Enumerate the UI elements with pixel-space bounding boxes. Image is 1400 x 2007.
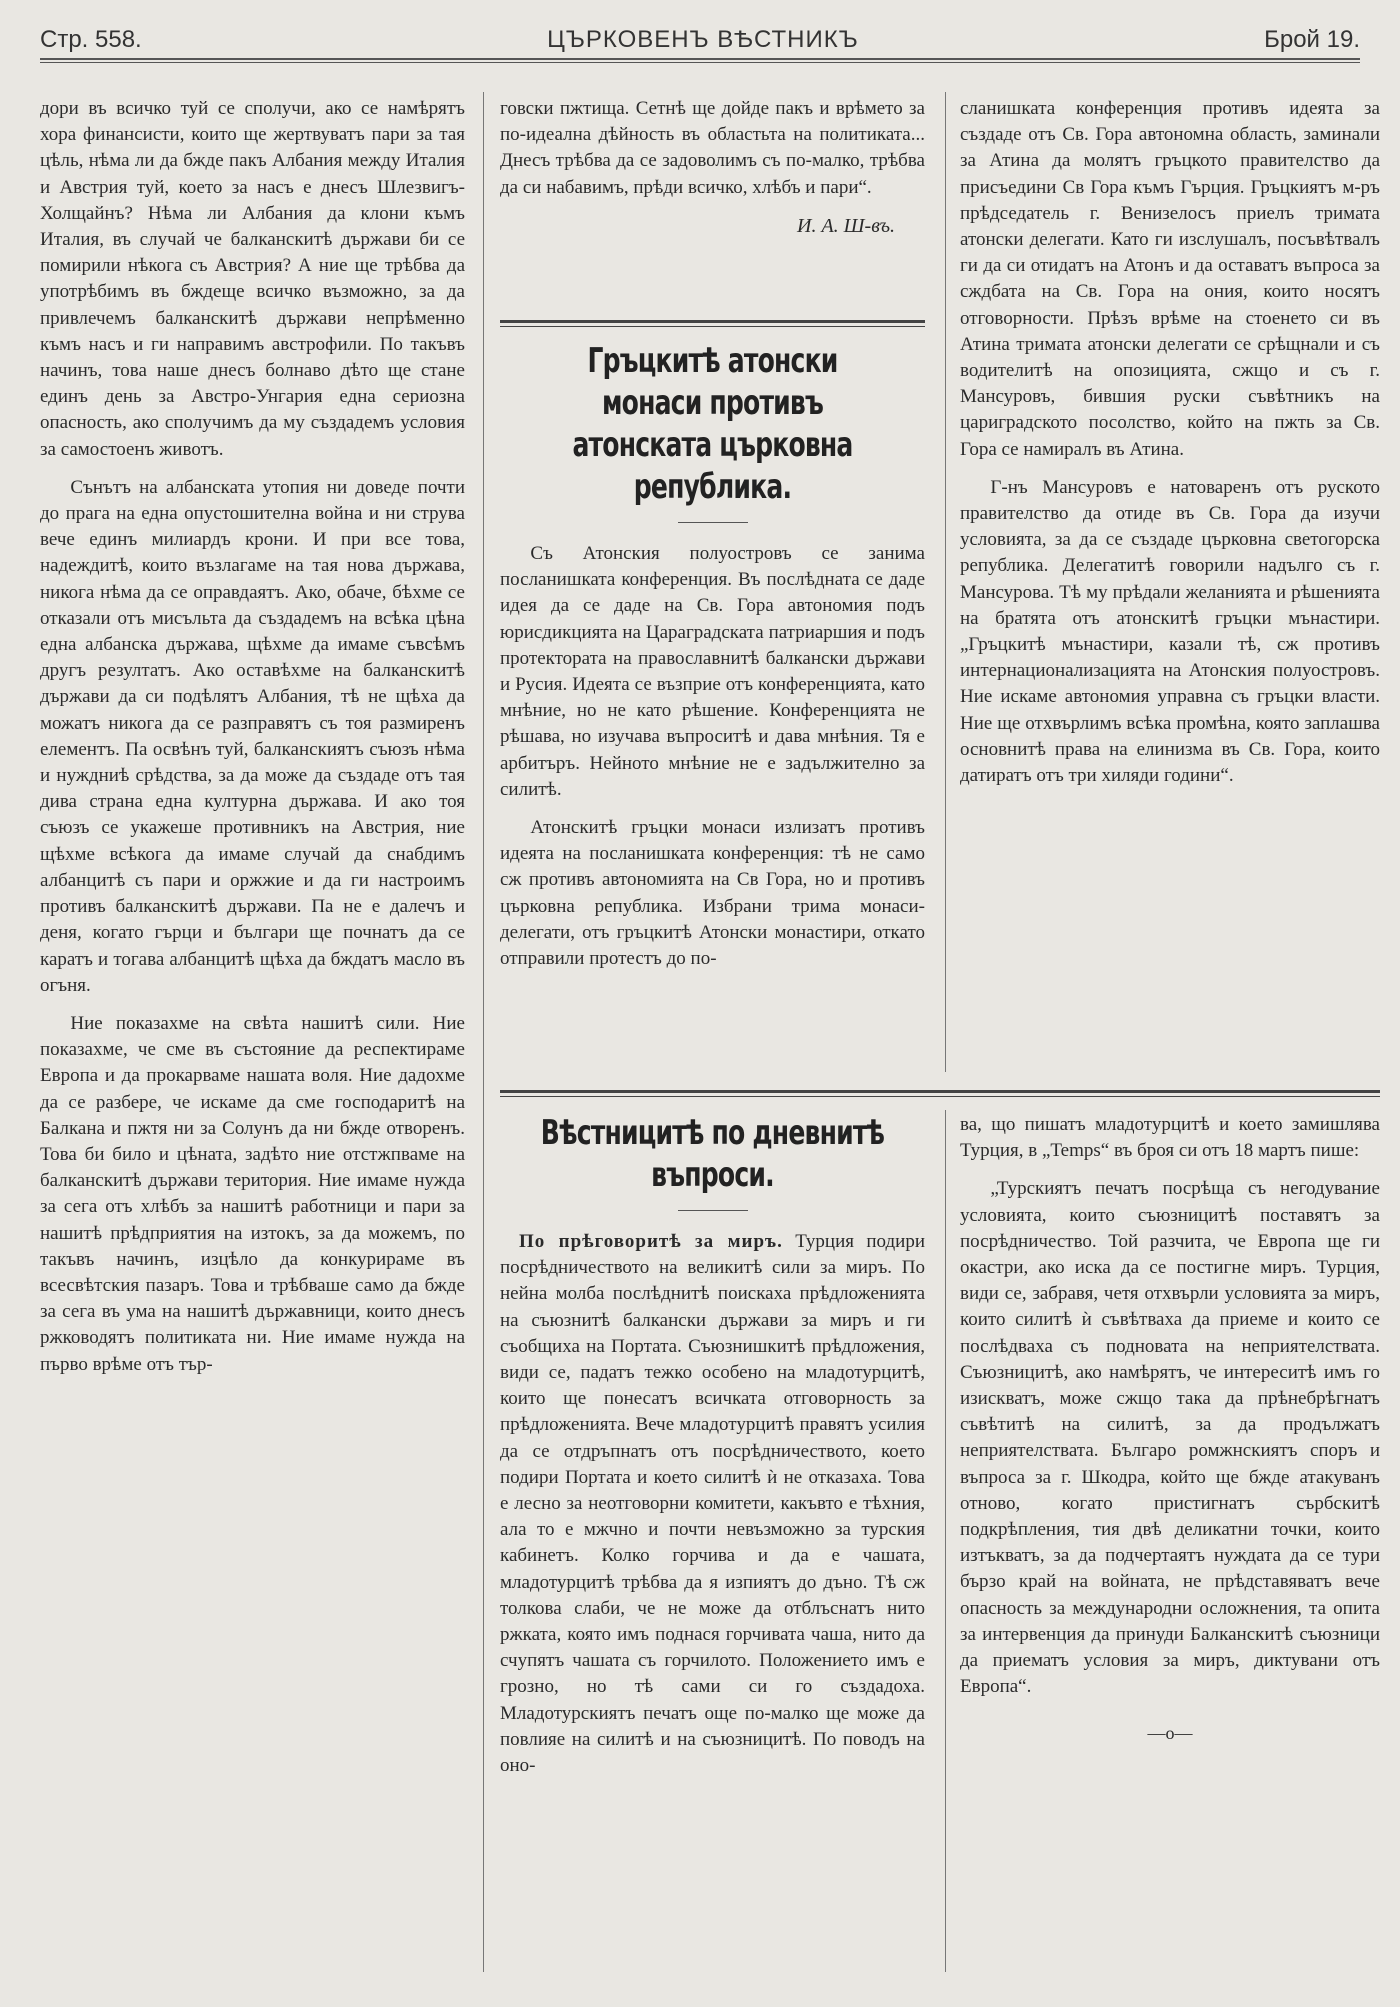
article-athos xyxy=(500,340,925,984)
paragraph: „Турскиятъ печатъ посрѣща съ негодувание условията, които съюзницитѣ поставятъ за посрѣдничество. Той разчита, че Европа ще ги окастри, ако иска да се постигне миръ. Турция, види се, забравя, четя отхвърли условията за миръ, които силитѣ ѝ съвѣтваха да приеме и които се послѣдваха съ подновата на неприятелствата. Съюзницитѣ, ако намѣрятъ, че интереситѣ имъ го изискватъ, може сжщо така да прѣнебрѣгнатъ съвѣтитѣ на силитѣ, за да продължатъ неприятелствата. Българо ромжнскиятъ споръ и въпроса за г. Шкодра, който ще бжде атакуванъ отново, когато пристигнатъ сърбскитѣ подкрѣпления, тия двѣ деликатни точки, които изтъкватъ, за да подчертаятъ нуждата да се тури бързо край на войната, не прѣдставяватъ вече опасность за международни осложнения, та опита за интервенция да принуди Балканскитѣ съюзници да приематъ условия за миръ, диктувани отъ Европа“. xyxy=(960,1178,1380,1698)
column-2-top xyxy=(500,96,925,239)
paragraph: дори въ всичко туй се сполучи, ако се намѣрятъ хора финансисти, които ще жертвуватъ пари за тая цѣль, нѣма ли да бжде пакъ Албания между Италия и Австрия туй, което за насъ е днесъ Шлезвигъ-Холщайнъ? Нѣма ли Албания да клони къмъ Италия, въ случай че балканскитѣ държави би се помирили нѣкога съ Австрия? А ние ще трѣбва да употрѣбимъ въ бждеще всичко възможно, за да привлечемъ балканскитѣ държави непрѣменно къмъ насъ и ги направимъ австрофили. По такъвъ начинъ, това наше днесъ болнаво дѣто ще стане единъ день за Австро-Унгария една сериозна опасность, ако сполучимъ да му създадемъ условия за самостоенъ животъ. xyxy=(40,98,465,460)
column-3-bottom xyxy=(960,1112,1380,1747)
header-rule xyxy=(40,58,1360,63)
paragraph: Г-нъ Мансуровъ е натоваренъ отъ руското правителство да отиде въ Св. Гора да изучи условията, за да се създаде църковна светогорска република. Делегатитѣ говорили надълго съ г. Мансурова. Тѣ му прѣдали желанията и рѣшенията на братята отъ атонскитѣ гръцки мънастири. „Гръцкитѣ мънастири, казали тѣ, сж противъ интернационализацията на Атонския полуостровъ. Ние искаме автономия управна съ гръцки власти. Ние ще отхвърлимъ всѣка промѣна, която заплашва основнитѣ права на елинизма въ Св. Гора, които датиратъ отъ три хиляди години“. xyxy=(960,476,1380,787)
issue-number: Брой 19. xyxy=(1264,26,1360,53)
column-3-top xyxy=(960,96,1380,801)
paragraph xyxy=(500,1229,925,1779)
title-separator xyxy=(678,1210,748,1211)
paragraph: говски пжтища. Сетнѣ ще дойде пакъ и врѣмето за по-идеална дѣйность въ областьта на политиката... Днесъ трѣбва да се задоволимъ съ по-малко, трѣбва да си набавимъ, прѣди всичко, хлѣбъ и пари“. xyxy=(500,98,925,198)
paragraph: Атонскитѣ гръцки монаси излизатъ противъ идеята на посланишката конференция: тѣ не само сж противъ автономията на Св Гора, но и противъ църковна република. Избрани трима монаси-делегати, отъ гръцкитѣ Атонски монастири, откато отправили протестъ до по- xyxy=(500,817,925,970)
column-divider-2 xyxy=(945,92,946,1072)
paragraph: ва, що пишатъ младотурцитѣ и което замишлява Турция, в „Temps“ въ броя си отъ 18 мартъ пише: xyxy=(960,1114,1380,1162)
section-rule-wide xyxy=(500,1090,1380,1093)
article-subhead: По прѣговоритѣ за миръ. xyxy=(519,1231,783,1252)
article-newspapers xyxy=(500,1112,925,1791)
author-signature: И. А. Ш-въ. xyxy=(797,214,895,237)
newspaper-title: ЦЪРКОВЕНЪ ВѢСТНИКЪ xyxy=(547,26,859,53)
article-title: Гръцкитѣ атонски монаси противъ атонската църковна република. xyxy=(572,341,853,507)
paragraph: Съ Атонския полуостровъ се занима посланишката конференция. Въ послѣдната се даде идея да се даде на Св. Гора автономия подъ юрисдикцията на Цараградската патриаршия и подъ протектората на православнитѣ балкански държави и Русия. Идеята се възприе отъ конференцията, като мнѣние, но не като рѣшение. Конференцията не рѣшава, но изучава въпроситѣ и дава мнѣния. Тя е арбитъръ. Нейното мнѣние не е задължително за силитѣ. xyxy=(500,543,925,800)
paragraph: сланишката конференция противъ идеята за създаде отъ Св. Гора автономна область, заминали за Атина да молятъ гръцкото правителство да присъедини Св Гора къмъ Гърция. Гръцкиятъ м-ръ прѣдседатель г. Венизелосъ приелъ тримата атонски делегати. Като ги изслушалъ, посъвѣтвалъ ги да си отидатъ на Атонъ и да оставатъ въпроса за сждбата на Св. Гора на ония, които носятъ отговорности. Прѣзъ врѣме на стоенето си въ Атина тримата атонски делегати се срѣщнали и съ водителитѣ на опозицията, сжщо и съ г. Мансуровъ, бившия руски съвѣтникъ на цариградското посолство, който на пжть за Св. Гора се намиралъ въ Атина. xyxy=(960,98,1380,460)
column-divider-1 xyxy=(483,92,484,1972)
column-1 xyxy=(40,96,465,1390)
article-title: Вѣстницитѣ по дневнитѣ въпроси. xyxy=(540,1113,885,1195)
title-separator xyxy=(678,522,748,523)
paragraph-text: Турция подири посрѣдничеството на великитѣ сили за миръ. По нейна молба послѣднитѣ поискаха прѣдложенията на съюзнитѣ балкански държави за миръ и ги съобщиха на Портата. Съюзнишкитѣ прѣдложения, види се, падатъ тежко особено на младотурцитѣ, които ще понесатъ всичката отговорность за прѣдложенията. Вече младотурцитѣ правятъ усилия да се отдръпнатъ отъ посрѣдничеството, което подири Портата и което силитѣ ѝ не отказаха. Това е лесно за неотговорни комитети, какъвто е тѣхния, ала то е мжчно и почти невъзможно за турския кабинетъ. Колко горчива и да е чашата, младотурцитѣ трѣбва да я изпиятъ до дъно. Тѣ сж толкова слаби, че не може да отблъснатъ нито ржката, която имъ поднася горчивата чаша, нито да счупятъ чашата съ горчилото. Положението имъ е грозно, но тѣ сами си го създадоха. Младотурскиятъ печатъ още по-малко ще може да повлияе на силитѣ и на съюзницитѣ. По поводъ на оно- xyxy=(500,1231,925,1777)
page-number: Стр. 558. xyxy=(40,26,142,53)
end-mark: —о— xyxy=(1147,1723,1193,1744)
page-header xyxy=(40,22,1360,58)
paragraph: Ние показахме на свѣта нашитѣ сили. Ние показахме, че сме въ състояние да респектираме Европа и да прокарваме нашата воля. Ние дадохме да се разбере, че искаме да сме господаритѣ на Балкана и пжтя ни за Солунъ да ни бжде отворенъ. Това би било и цѣната, задѣто ние отстжпваме на балканскитѣ държави територия. Ние имаме нужда за сега отъ хлѣбъ за нашитѣ работници и пари за нашитѣ прѣдприятия на изтокъ, за да можемъ, по такъвъ начинъ, изцѣло да конкурираме въ всесвѣтския пазаръ. Това и трѣбваше само да бжде за сега въ ума на нашитѣ държавници, които днесъ ржководятъ политиката ни. Ние имаме нужда на първо врѣме отъ тър- xyxy=(40,1012,465,1375)
paragraph: Сънътъ на албанската утопия ни доведе почти до прага на една опустошителна война и ни струва вече единъ милиардъ крони. И при все това, надеждитѣ, които възлагаме на тая нова държава, никога нѣма да се оправдаятъ. Ако, обаче, бѣхме се отказали отъ мисъльта да създадемъ на всѣка цѣна една албанска държава, щѣхме да имаме съвсѣмъ другъ резултатъ. Ако оставѣхме на балканскитѣ държави да си подѣлятъ Албания, тѣ не щѣха да можатъ никога да се разправятъ съ тоя размиренъ елементъ. Па освѣнъ туй, балканскиятъ съюзъ нѣма и нуждниѣ срѣдства, за да може да създаде отъ тая дива страна една културна държава. И ако тоя съюзъ се укажеше противникъ на Австрия, ние щѣхме всѣкога да имаме случай да снабдимъ албанцитѣ съ пари и оржжие и да ги настроимъ противъ балканскитѣ държави. Па не е далечъ и деня, когато гърци и българи ще почнатъ да се каратъ и тогава албанцитѣ щѣха да бждатъ масло въ огъня. xyxy=(40,476,465,996)
section-rule xyxy=(500,320,925,323)
column-divider-3 xyxy=(945,1110,946,1972)
